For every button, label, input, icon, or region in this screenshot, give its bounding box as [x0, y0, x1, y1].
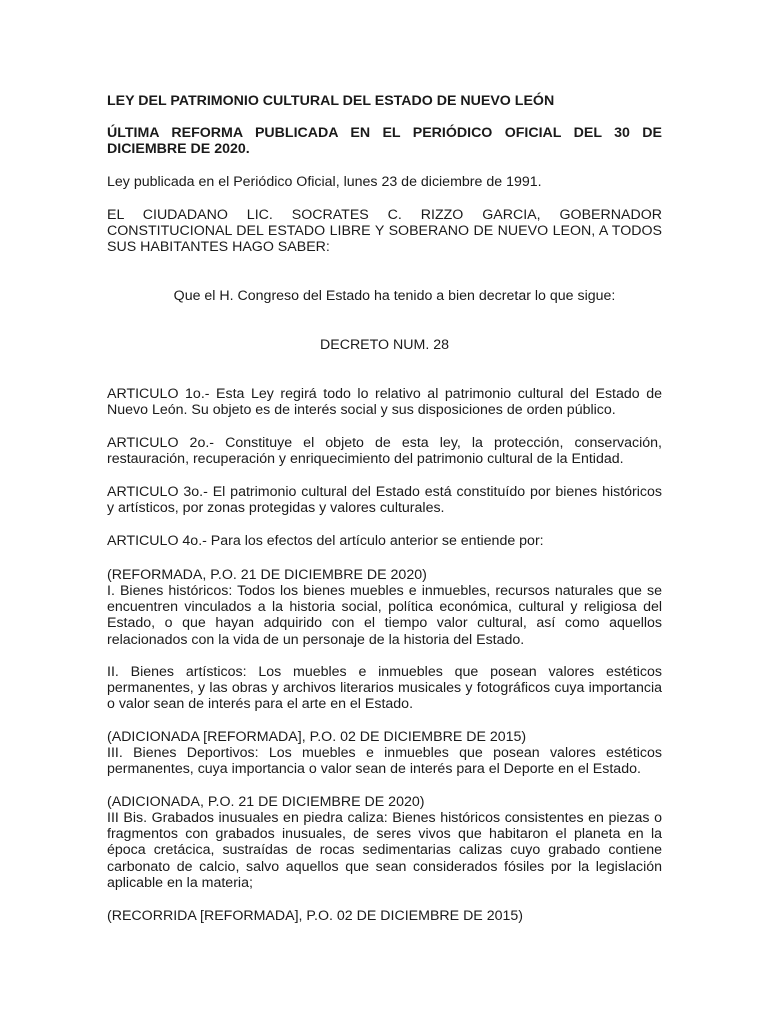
decree-number: DECRETO NUM. 28 [319, 337, 450, 353]
fraction-3bis-note: (ADICIONADA, P.O. 21 DE DICIEMBRE DE 2020) [107, 794, 425, 810]
preamble-line-3: SUS HABITANTES HAGO SABER: [107, 239, 330, 256]
preamble-line-1: EL CIUDADANO LIC. SOCRATES C. RIZZO GARCIA, GOBERNADOR [107, 207, 662, 223]
last-reform-notice: ÚLTIMA REFORMA PUBLICADA EN EL PERIÓDICO OFICIAL DEL 30 DE DICIEMBRE DE 2020. [107, 125, 662, 158]
congress-statement: Que el H. Congreso del Estado ha tenido a bien decretar lo que sigue: [173, 288, 616, 304]
fraction-1: I. Bienes históricos: Todos los bienes muebles e inmuebles, recursos naturales que se encuentren vinculados a la historia social, política económica, cultural y religiosa del Estado, o que hayan adquirido con el tiempo valor cultural, así como aquellos relacionados con la vida de un personaje de la historia del Estado. [107, 583, 662, 648]
fraction-1-note: (REFORMADA, P.O. 21 DE DICIEMBRE DE 2020) [107, 567, 427, 583]
law-title: LEY DEL PATRIMONIO CULTURAL DEL ESTADO DE NUEVO LEÓN [107, 93, 555, 109]
preamble-line-2: CONSTITUCIONAL DEL ESTADO LIBRE Y SOBERANO DE NUEVO LEON, A TODOS [107, 223, 662, 240]
fraction-3: III. Bienes Deportivos: Los muebles e inmuebles que posean valores estéticos permanentes, cuya importancia o valor sean de interés para el Deporte en el Estado. [107, 745, 662, 778]
preamble [107, 207, 662, 256]
fraction-3bis: III Bis. Grabados inusuales en piedra caliza: Bienes históricos consistentes en piezas o fragmentos con grabados inusuales, de seres vivos que habitaron el planeta en la época cretácica, sustraídas de rocas sedimentarias calizas cuyo grabado contiene carbonato de calcio, salvo aquellos que sean considerados fósiles por la legislación aplicable en la materia; [107, 810, 662, 891]
article-2: ARTICULO 2o.- Constituye el objeto de esta ley, la protección, conservación, restauración, recuperación y enriquecimiento del patrimonio cultural de la Entidad. [107, 435, 662, 468]
article-1: ARTICULO 1o.- Esta Ley regirá todo lo relativo al patrimonio cultural del Estado de Nuevo León. Su objeto es de interés social y sus disposiciones de orden público. [107, 386, 662, 419]
article-4: ARTICULO 4o.- Para los efectos del artículo anterior se entiende por: [107, 533, 544, 549]
fraction-3-note: (ADICIONADA [REFORMADA], P.O. 02 DE DICIEMBRE DE 2015) [107, 729, 527, 745]
fraction-4-note: (RECORRIDA [REFORMADA], P.O. 02 DE DICIEMBRE DE 2015) [107, 908, 524, 924]
fraction-2: II. Bienes artísticos: Los muebles e inmuebles que posean valores estéticos permanentes, y las obras y archivos literarios musicales y fotográficos cuya importancia o valor sean de interés para el arte en el Estado. [107, 664, 662, 713]
publication-date: Ley publicada en el Periódico Oficial, lunes 23 de diciembre de 1991. [107, 174, 542, 190]
article-3: ARTICULO 3o.- El patrimonio cultural del Estado está constituído por bienes históricos y artísticos, por zonas protegidas y valores culturales. [107, 484, 662, 517]
